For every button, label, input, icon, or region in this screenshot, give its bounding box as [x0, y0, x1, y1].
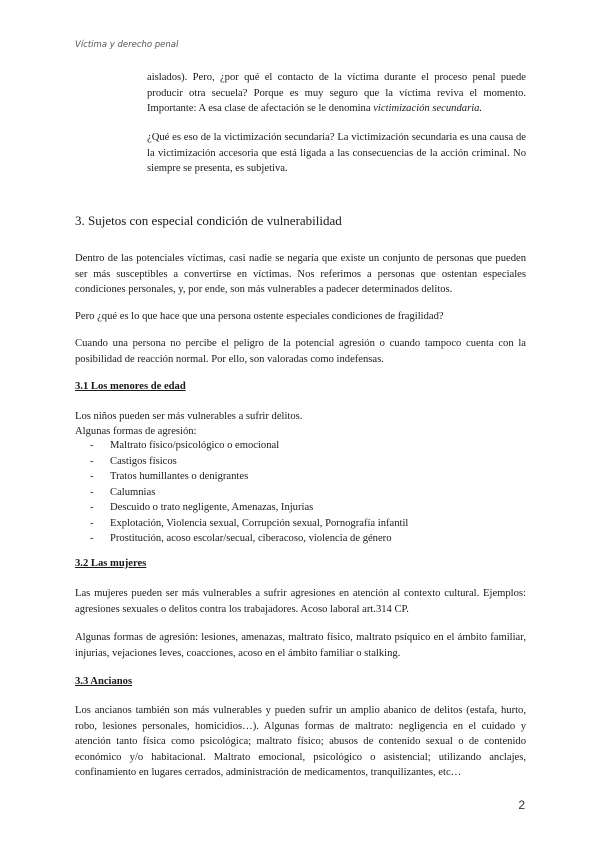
- list-item: - Maltrato físico/psicológico o emocional: [90, 440, 280, 451]
- list-item: - Descuido o trato negligente, Amenazas, Injurias: [90, 502, 314, 513]
- paragraph-aggression-forms-label: Algunas formas de agresión:: [75, 426, 197, 437]
- section-title: 3. Sujetos con especial condición de vulnerabilidad: [75, 213, 342, 228]
- paragraph-text: aislados). Pero, ¿por qué el contacto de la víctima durante el proceso penal puede producir otra secuela? Porque es muy seguro que la víctima reviva el momento. Importante: A esa clase de afectación se le denomina: [147, 72, 526, 114]
- paragraph-vulnerable-intro: Dentro de las potenciales víctimas, casi nadie se negaría que existe un conjunto de personas que pueden ser más susceptibles a convertirse en víctimas. Nos referimos a personas que ostentan especiales condiciones personales, y, por ende, son más vulnerables a padecer determinados delitos.: [75, 253, 526, 295]
- paragraph-secondary-victimization-intro: [147, 70, 526, 117]
- paragraph-minors: Los niños pueden ser más vulnerables a sufrir delitos.: [75, 411, 303, 422]
- list-item: - Castigos físicos: [90, 455, 177, 467]
- subsection-title-elderly: 3.3 Ancianos: [75, 676, 133, 687]
- paragraph-women: Las mujeres pueden ser más vulnerables a sufrir agresiones en atención al contexto cultural. Ejemplos: agresiones sexuales o delitos contra los trabajadores. Acoso laboral art.314 CP.: [75, 588, 526, 615]
- list-item: - Calumnias: [90, 486, 156, 498]
- list-item: - Tratos humillantes o denigrantes: [90, 471, 249, 482]
- list-item: - Prostitución, acoso escolar/secual, ciberacoso, violencia de género: [90, 533, 392, 544]
- paragraph-women-aggressions: Algunas formas de agresión: lesiones, amenazas, maltrato físico, maltrato psíquico en el ámbito familiar, injurias, vejaciones leves, coacciones, acoso en el ámbito familiar o stalking.: [75, 632, 526, 659]
- running-header: Víctima y derecho penal: [75, 40, 179, 50]
- paragraph-secondary-victimization-definition: ¿Qué es eso de la victimización secundaria? La victimización secundaria es una causa de la victimización accesoria que está ligada a las consecuencias de la acción criminal. No siempre se presenta, es subjetiva.: [147, 132, 526, 174]
- subsection-title-women: 3.2 Las mujeres: [75, 558, 147, 569]
- list-item: - Explotación, Violencia sexual, Corrupción sexual, Pornografía infantil: [90, 517, 409, 529]
- paragraph-elderly: Los ancianos también son más vulnerables y pueden sufrir un amplio abanico de delitos (estafa, hurto, robo, lesiones personales, homicidios…). Algunas formas de maltrato: negligencia en el cuidado y atención tanto física como psicológica; maltrato físico; abusos de contenido sexual o de contenido económico y/o habitacional. Maltrato emocional, psicológico o asistencial; utilizando anclajes, confinamiento en lugares cerrados, administración de medicamentos, tranquilizantes, etc…: [75, 705, 526, 778]
- emphasis-term: victimización secundaria.: [373, 103, 483, 114]
- aggression-list: [90, 438, 408, 547]
- page-number: 2: [518, 798, 525, 812]
- paragraph-fragility-question: Pero ¿qué es lo que hace que una persona ostente especiales condiciones de fragilidad?: [75, 311, 444, 322]
- subsection-title-minors: 3.1 Los menores de edad: [75, 381, 186, 392]
- paragraph-defenseless: Cuando una persona no percibe el peligro de la potencial agresión o cuando tampoco cuenta con la posibilidad de reacción normal. Por ello, son valoradas como indefensas.: [75, 338, 526, 365]
